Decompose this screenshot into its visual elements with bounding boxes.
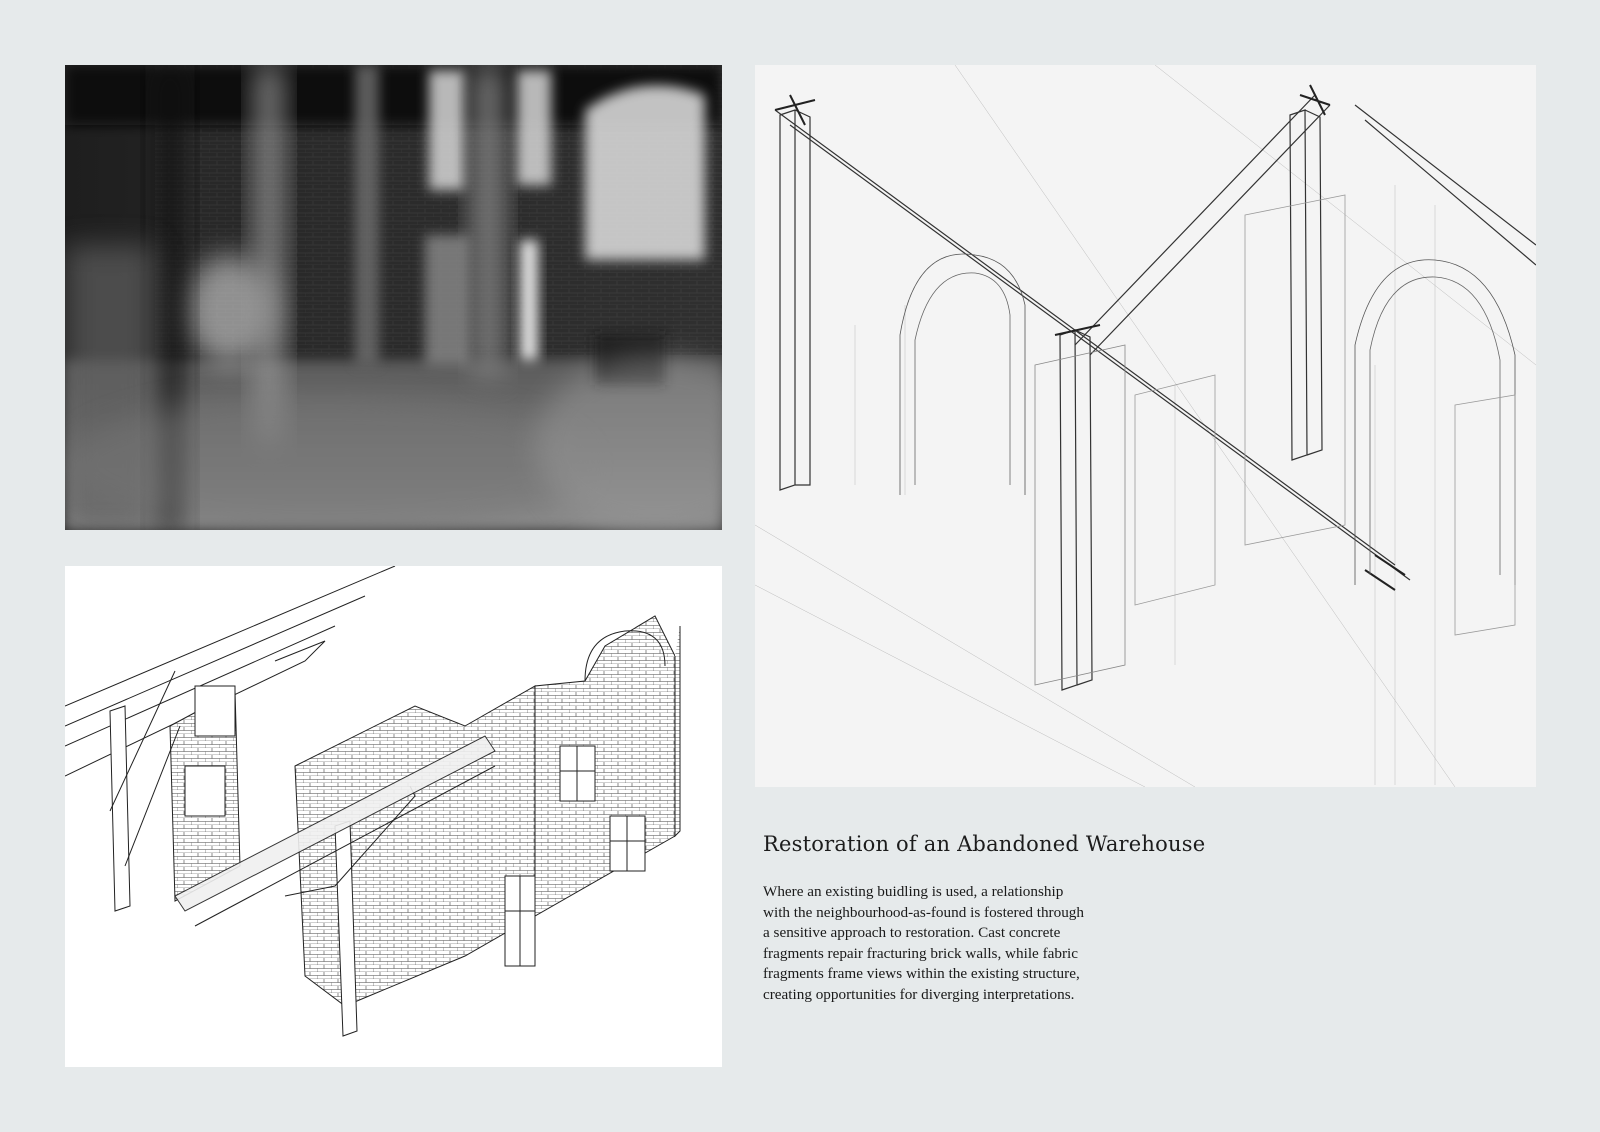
description-line: a sensitive approach to restoration. Cast concrete — [763, 924, 1061, 942]
warehouse-interior-photo — [65, 65, 722, 530]
description-line: creating opportunities for diverging interpretations. — [763, 985, 1075, 1003]
description-line: with the neighbourhood-as-found is fostered through — [763, 903, 1084, 921]
isometric-brick-drawing — [65, 566, 722, 1067]
pencil-axonometric-drawing — [755, 65, 1536, 787]
pencil-drawing-illustration — [755, 65, 1536, 787]
description-line: fragments repair fracturing brick walls, while fabric — [763, 944, 1079, 962]
description-line: Where an existing buidling is used, a relationship — [763, 883, 1064, 900]
description-line: fragments frame views within the existing structure, — [763, 965, 1080, 983]
document-title: Restoration of an Abandoned Warehouse — [763, 832, 1206, 856]
photo-illustration — [65, 65, 722, 530]
isometric-drawing-illustration — [65, 566, 722, 1067]
description-paragraph — [763, 882, 1153, 1006]
